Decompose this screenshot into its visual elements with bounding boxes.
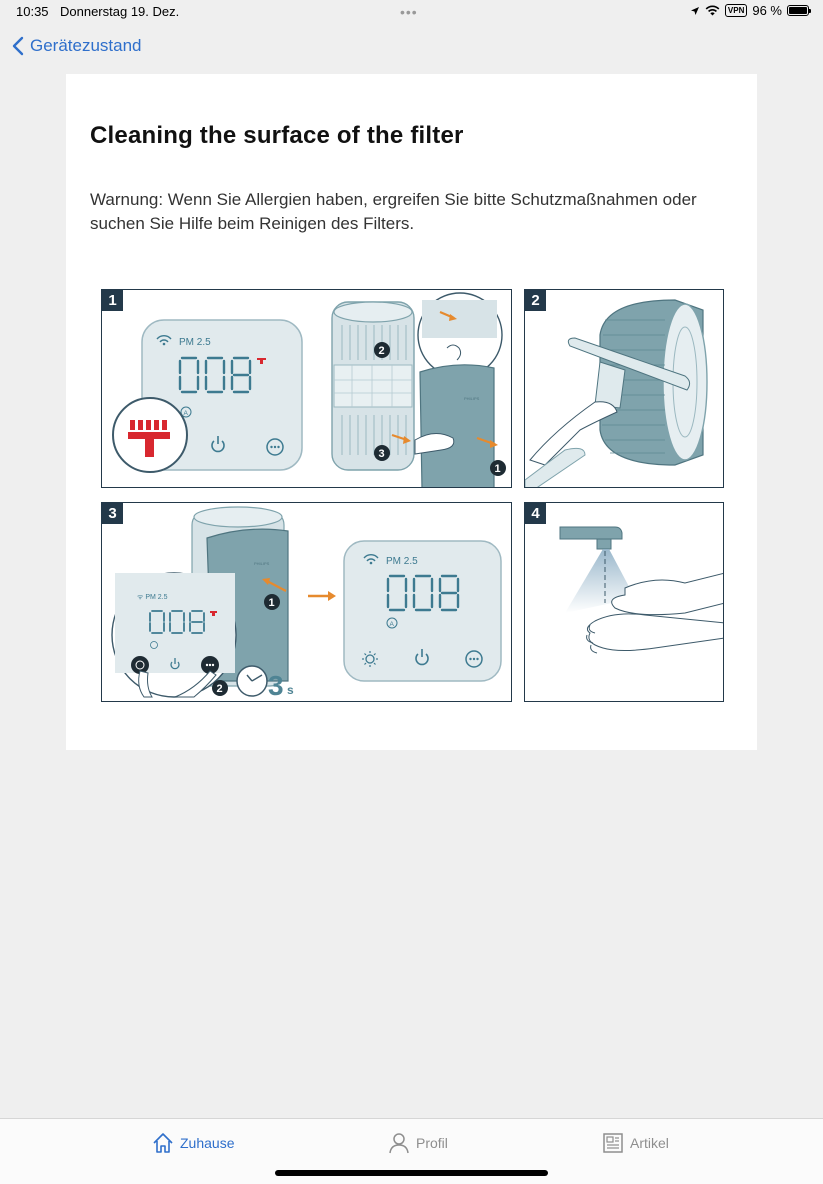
tab-label: Zuhause — [180, 1135, 235, 1151]
back-label: Gerätezustand — [30, 36, 142, 55]
status-date: Donnerstag 19. Dez. — [60, 4, 180, 19]
back-button[interactable] — [12, 36, 142, 56]
step-number: 3 — [102, 503, 123, 524]
status-bar — [0, 0, 823, 24]
step-3-illustration — [102, 503, 512, 702]
wifi-icon — [705, 5, 720, 16]
tab-label: Artikel — [630, 1135, 669, 1151]
status-indicators — [690, 3, 809, 18]
svg-text:s: s — [287, 683, 294, 697]
vpn-badge: VPN — [725, 4, 747, 17]
status-time: 10:35 — [16, 4, 49, 19]
svg-text:1: 1 — [494, 463, 501, 475]
step-number: 1 — [102, 290, 123, 311]
step-panel-4 — [524, 502, 724, 702]
multitask-dots-icon[interactable]: ••• — [400, 4, 418, 20]
svg-text:2: 2 — [216, 683, 223, 695]
step-4-illustration — [525, 503, 724, 702]
page-title: Cleaning the surface of the filter — [90, 122, 464, 149]
chevron-left-icon — [12, 36, 24, 56]
svg-text:PM 2.5: PM 2.5 — [179, 337, 211, 348]
battery-percent: 96 % — [752, 3, 782, 18]
warning-text: Warnung: Wenn Sie Allergien haben, ergreifen Sie bitte Schutzmaßnahmen oder suchen Sie Hilfe beim Reinigen des Filters. — [90, 190, 697, 233]
svg-text:ᯤ PM 2.5: ᯤ PM 2.5 — [137, 594, 168, 601]
tab-zuhause[interactable] — [152, 1132, 234, 1154]
step-panel-1 — [101, 289, 512, 488]
step-number: 4 — [525, 503, 546, 524]
svg-text:2: 2 — [378, 345, 385, 357]
home-icon — [152, 1132, 174, 1154]
article-icon — [602, 1132, 624, 1154]
tab-label: Profil — [416, 1135, 448, 1151]
step-panel-3 — [101, 502, 512, 702]
step-2-illustration — [525, 290, 724, 488]
svg-text:1: 1 — [268, 597, 275, 609]
svg-text:PM 2.5: PM 2.5 — [386, 556, 418, 567]
instruction-card — [66, 74, 757, 750]
svg-text:PHILIPS: PHILIPS — [464, 396, 480, 401]
step-1-illustration — [102, 290, 512, 488]
person-icon — [388, 1132, 410, 1154]
tab-artikel[interactable] — [602, 1132, 669, 1154]
battery-icon — [787, 5, 809, 16]
svg-text:A: A — [183, 410, 188, 417]
step-number: 2 — [525, 290, 546, 311]
svg-text:3: 3 — [378, 448, 385, 460]
timer-value: 3 — [268, 670, 284, 701]
step-panel-2 — [524, 289, 724, 488]
svg-text:PHILIPS: PHILIPS — [254, 561, 270, 566]
location-arrow-icon — [690, 6, 700, 16]
tab-profil[interactable] — [388, 1132, 448, 1154]
svg-text:A: A — [389, 621, 394, 628]
home-indicator[interactable] — [275, 1170, 548, 1176]
